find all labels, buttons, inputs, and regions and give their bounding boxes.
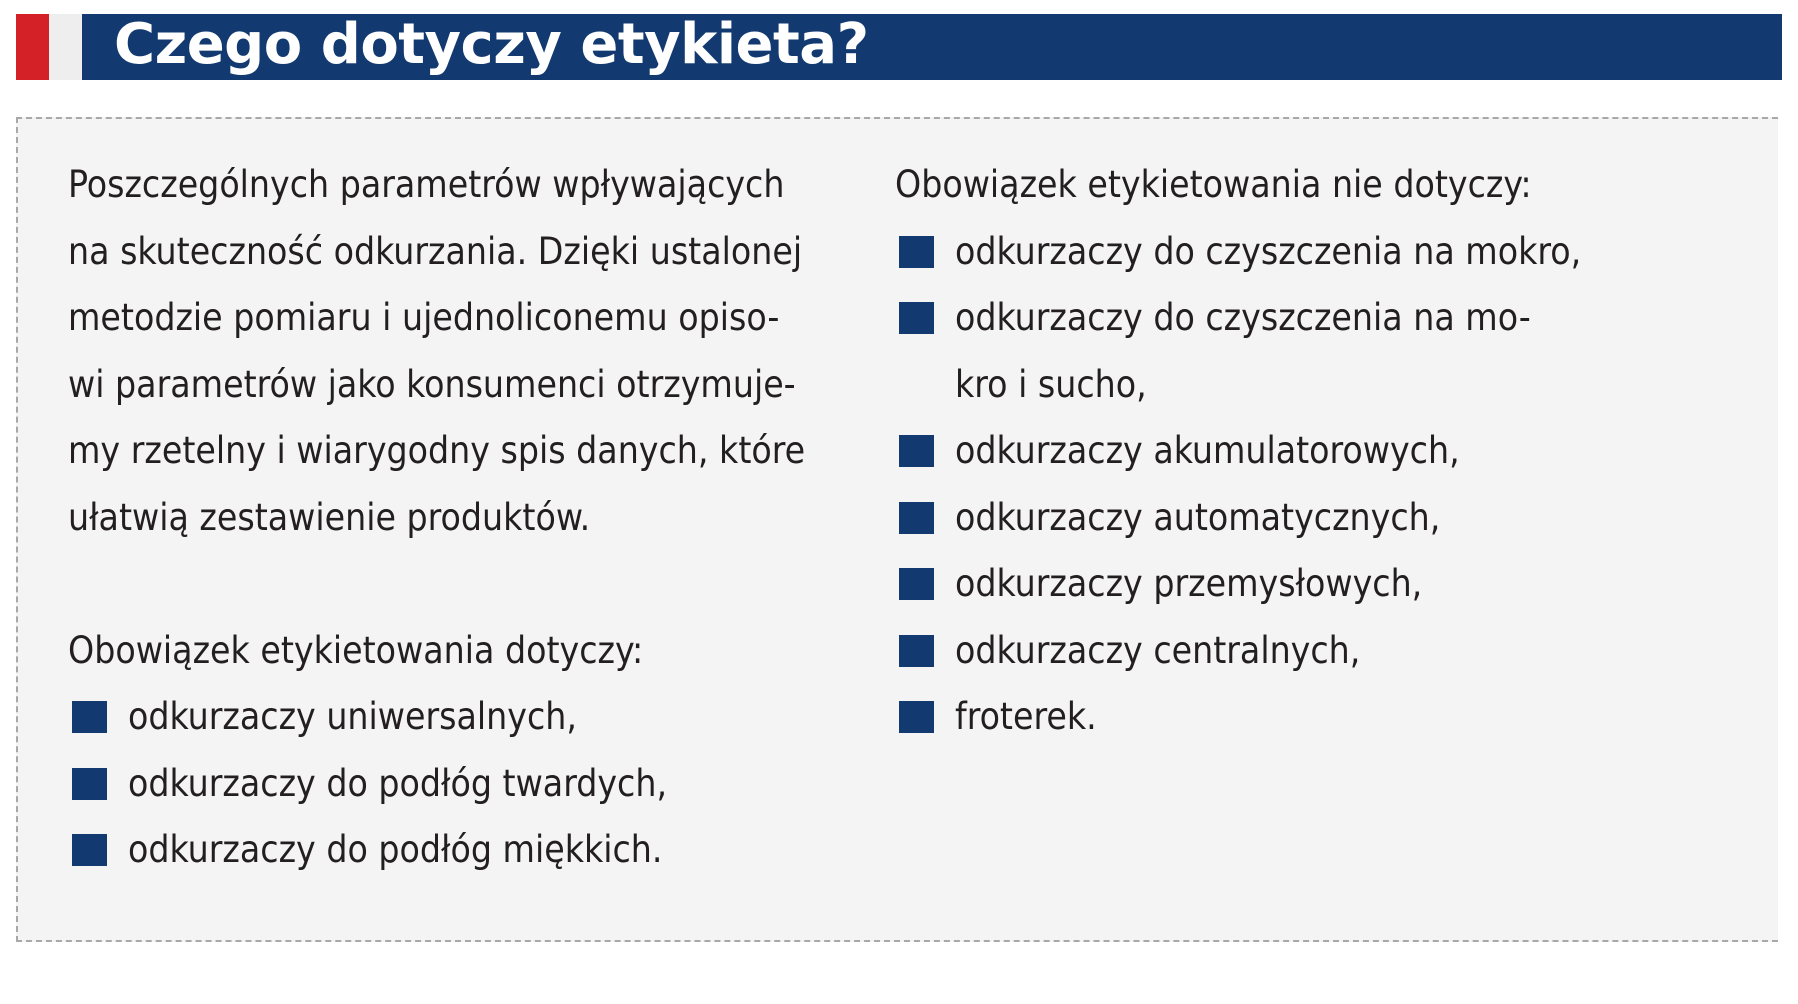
square-bullet-icon bbox=[72, 768, 107, 800]
list-item-text: odkurzaczy akumulatorowych, bbox=[955, 429, 1460, 472]
paragraph-line: my rzetelny i wiarygodny spis danych, które bbox=[68, 429, 806, 472]
list-item-text: froterek. bbox=[955, 695, 1097, 738]
section-header bbox=[16, 14, 1782, 80]
list-item-text: odkurzaczy uniwersalnych, bbox=[128, 695, 577, 738]
left-column bbox=[68, 152, 834, 884]
square-bullet-icon bbox=[899, 635, 934, 667]
applies-heading: Obowiązek etykietowania dotyczy: bbox=[68, 628, 644, 672]
list-item bbox=[895, 285, 1685, 418]
list-item bbox=[895, 418, 1685, 485]
list-item bbox=[895, 618, 1685, 685]
list-item-text: odkurzaczy przemysłowych, bbox=[955, 562, 1423, 605]
list-item bbox=[895, 219, 1685, 286]
square-bullet-icon bbox=[72, 834, 107, 866]
square-bullet-icon bbox=[899, 568, 934, 600]
list-item-text: odkurzaczy do podłóg miękkich. bbox=[128, 828, 663, 871]
info-box bbox=[16, 117, 1778, 942]
right-column bbox=[895, 152, 1685, 751]
list-item-text: odkurzaczy automatycznych, bbox=[955, 495, 1441, 539]
list-item-text-continued: kro i sucho, bbox=[955, 362, 1147, 406]
paragraph-line: wi parametrów jako konsumenci otrzymuje- bbox=[68, 362, 796, 406]
grey-accent-stripe bbox=[49, 14, 82, 80]
list-item-text: odkurzaczy do czyszczenia na mo- bbox=[955, 296, 1531, 339]
list-item-text: odkurzaczy do czyszczenia na mokro, bbox=[955, 229, 1582, 273]
red-accent-stripe bbox=[16, 14, 49, 80]
square-bullet-icon bbox=[899, 701, 934, 733]
title-bar bbox=[82, 14, 1782, 80]
square-bullet-icon bbox=[72, 701, 107, 733]
paragraph-line: metodzie pomiaru i ujednoliconemu opiso- bbox=[68, 296, 780, 339]
not-applies-list bbox=[895, 219, 1685, 751]
not-applies-heading: Obowiązek etykietowania nie dotyczy: bbox=[895, 163, 1532, 206]
list-item bbox=[895, 551, 1685, 618]
paragraph-line: Poszczególnych parametrów wpływających bbox=[68, 163, 785, 206]
paragraph-line: ułatwią zestawienie produktów. bbox=[68, 495, 591, 539]
square-bullet-icon bbox=[899, 502, 934, 534]
paragraph-line: na skuteczność odkurzania. Dzięki ustalonej bbox=[68, 229, 803, 273]
list-item bbox=[68, 751, 834, 818]
list-item bbox=[68, 684, 834, 751]
square-bullet-icon bbox=[899, 236, 934, 268]
applies-list bbox=[68, 684, 834, 884]
list-item bbox=[895, 684, 1685, 751]
list-item-text: odkurzaczy do podłóg twardych, bbox=[128, 761, 668, 805]
square-bullet-icon bbox=[899, 435, 934, 467]
list-item-text: odkurzaczy centralnych, bbox=[955, 628, 1361, 672]
page-title: Czego dotyczy etykieta? bbox=[114, 12, 869, 77]
list-item bbox=[895, 485, 1685, 552]
intro-paragraph bbox=[68, 152, 834, 551]
square-bullet-icon bbox=[899, 302, 934, 334]
list-item bbox=[68, 817, 834, 884]
